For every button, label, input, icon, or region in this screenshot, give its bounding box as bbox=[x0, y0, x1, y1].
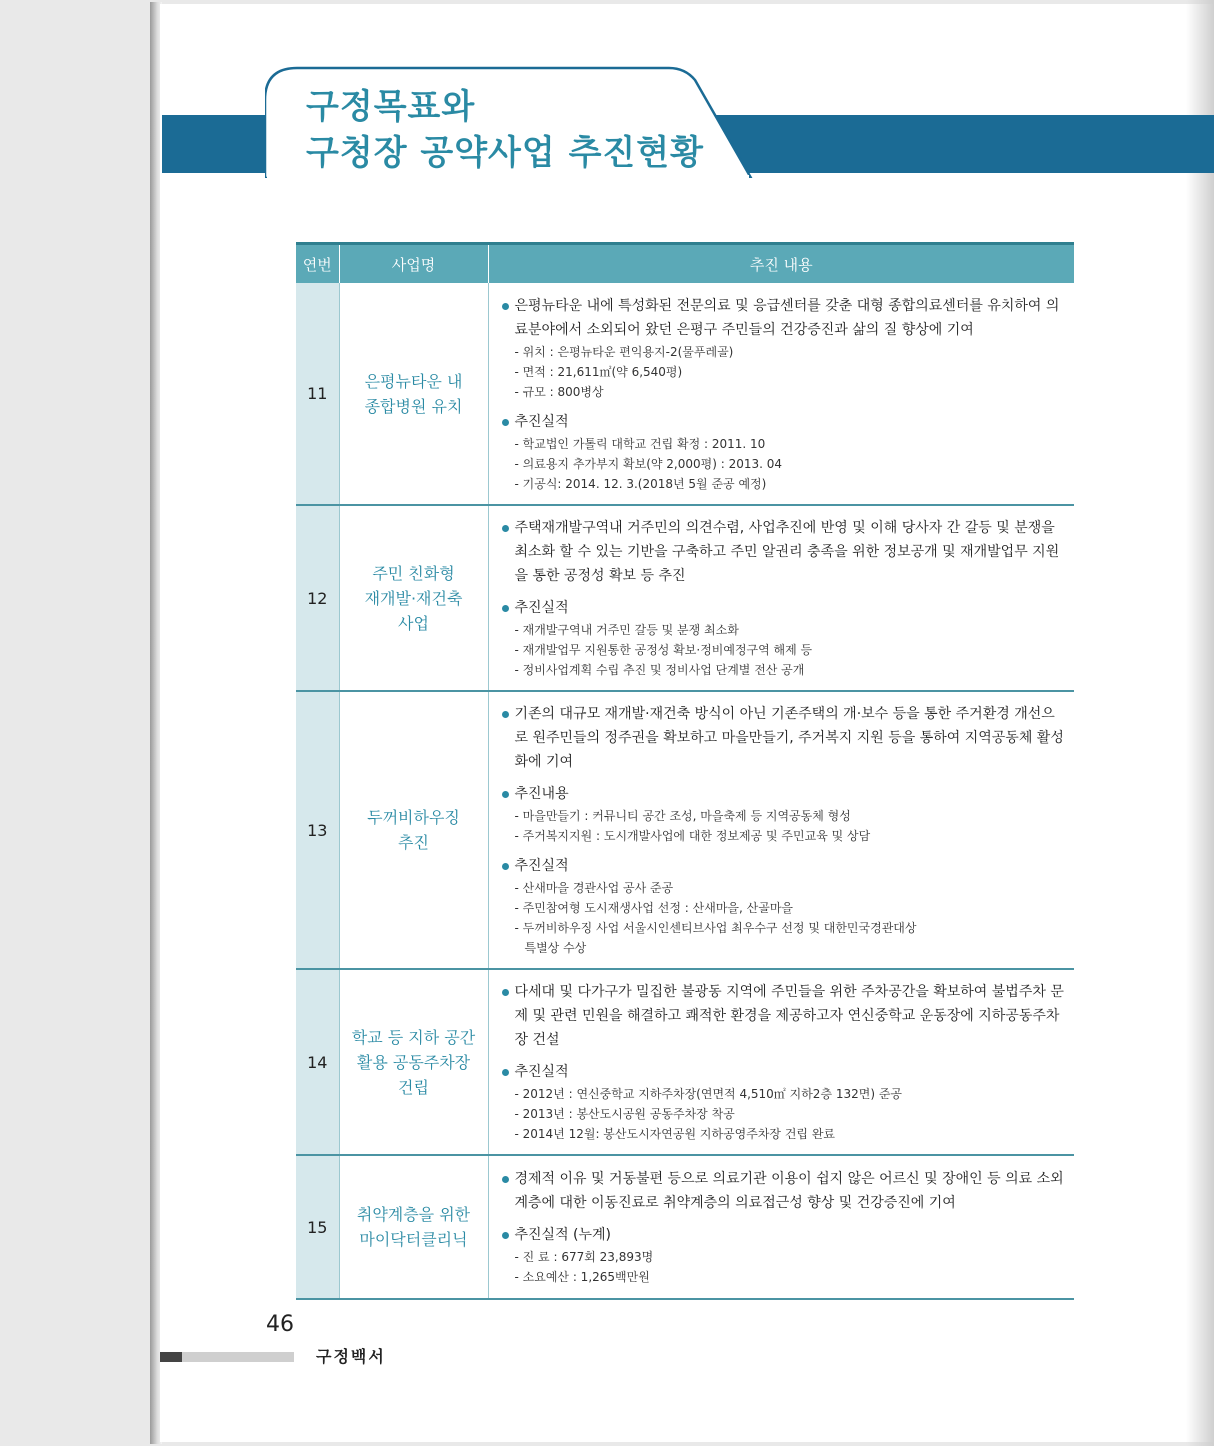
header-name: 사업명 bbox=[339, 244, 488, 284]
project-content bbox=[488, 1155, 1074, 1299]
header-num: 연번 bbox=[296, 244, 339, 284]
project-content bbox=[488, 969, 1074, 1155]
detail-item: - 산새마을 경관사업 공사 준공 bbox=[514, 881, 674, 895]
row-number: 13 bbox=[296, 691, 339, 969]
detail-item: - 재개발업무 지원통한 공정성 확보·정비예정구역 해제 등 bbox=[514, 643, 813, 657]
footer-bar-accent bbox=[160, 1352, 182, 1362]
bullet-text: 다세대 및 다가구가 밀집한 불광동 지역에 주민들을 위한 주차공간을 확보하여 불법주차 문제 및 관련 민원을 해결하고 쾌적한 환경을 제공하고자 연신중학교 운동장에 지하공동주차장 건설 bbox=[501, 980, 1067, 1052]
row-number: 11 bbox=[296, 283, 339, 505]
project-name-line: 학교 등 지하 공간 bbox=[351, 1027, 476, 1047]
project-name-line: 추진 bbox=[398, 833, 429, 852]
table-header-row bbox=[296, 244, 1074, 284]
bullet-text: 추진실적 bbox=[501, 596, 1067, 620]
page-number: 46 bbox=[266, 1312, 294, 1337]
bullet-text: 추진실적 bbox=[501, 854, 1067, 878]
bullet-text: 경제적 이유 및 거동불편 등으로 의료기관 이용이 쉽지 않은 어르신 및 장애인 등 의료 소외계층에 대한 이동진료로 취약계층의 의료접근성 향상 및 건강증진에 기여 bbox=[501, 1167, 1067, 1215]
detail-item: - 의료용지 추가부지 확보(약 2,000평) : 2013. 04 bbox=[514, 456, 783, 471]
book-title: 구정백서 bbox=[316, 1347, 386, 1366]
row-number: 14 bbox=[296, 969, 339, 1155]
bullet-text: 추진실적 bbox=[501, 410, 1067, 434]
bullet-text: 주택재개발구역내 거주민의 의견수렴, 사업추진에 반영 및 이해 당사자 간 갈등 및 분쟁을 최소화 할 수 있는 기반을 구축하고 주민 알권리 충족을 위한 정보공개 및 재개발업무 지원을 통한 공정성 확보 등 추진 bbox=[501, 516, 1067, 588]
detail-item: - 위치 : 은평뉴타운 편익용지-2(물푸레골) bbox=[514, 344, 734, 359]
project-name-line: 마이닥터클리닉 bbox=[359, 1230, 468, 1249]
title-line-1: 구정목표와 bbox=[306, 87, 476, 127]
project-content bbox=[488, 283, 1074, 505]
page-shadow-edge bbox=[1186, 0, 1214, 1446]
project-name-line: 활용 공동주차장 bbox=[356, 1052, 471, 1072]
detail-item: - 기공식: 2014. 12. 3.(2018년 5월 준공 예정) bbox=[514, 476, 767, 491]
detail-item: - 면적 : 21,611㎡(약 6,540평) bbox=[514, 364, 683, 379]
row-number: 12 bbox=[296, 505, 339, 691]
table-row bbox=[296, 1155, 1074, 1299]
bullet-text: 추진내용 bbox=[501, 782, 1067, 806]
detail-item: - 주민참여형 도시재생사업 선정 : 산새마을, 산골마을 bbox=[514, 901, 794, 915]
project-name bbox=[339, 283, 488, 505]
detail-item: - 2014년 12월: 봉산도시자연공원 지하공영주차장 건립 완료 bbox=[514, 1127, 836, 1141]
table-row bbox=[296, 283, 1074, 505]
project-name-line: 주민 친화형 bbox=[372, 563, 455, 583]
project-name-line: 재개발·재건축 bbox=[364, 588, 463, 608]
detail-item: - 주거복지지원 : 도시개발사업에 대한 정보제공 및 주민교육 및 상담 bbox=[514, 829, 871, 843]
table-row bbox=[296, 691, 1074, 969]
project-name bbox=[339, 691, 488, 969]
detail-item: - 정비사업계획 수립 추진 및 정비사업 단계별 전산 공개 bbox=[514, 663, 805, 677]
table-row bbox=[296, 969, 1074, 1155]
title-line-2: 구청장 공약사업 추진현황 bbox=[306, 133, 704, 173]
bullet-text: 기존의 대규모 재개발·재건축 방식이 아닌 기존주택의 개·보수 등을 통한 주거환경 개선으로 원주민들의 정주권을 확보하고 마을만들기, 주거복지 지원 등을 통하여 지역공동체 활성화에 기여 bbox=[501, 702, 1067, 774]
detail-item: - 학교법인 가톨릭 대학교 건립 확정 : 2011. 10 bbox=[514, 436, 766, 451]
project-name bbox=[339, 1155, 488, 1299]
project-name-line: 두꺼비하우징 bbox=[367, 808, 460, 827]
project-name-line: 취약계층을 위한 bbox=[356, 1205, 471, 1224]
project-name bbox=[339, 505, 488, 691]
project-content bbox=[488, 505, 1074, 691]
bullet-text: 추진실적 (누계) bbox=[501, 1223, 1067, 1247]
project-name-line: 건립 bbox=[398, 1077, 429, 1097]
detail-item: - 2013년 : 봉산도시공원 공동주차장 착공 bbox=[514, 1107, 735, 1121]
project-name-line: 은평뉴타운 내 bbox=[364, 371, 463, 391]
project-name-line: 사업 bbox=[398, 613, 429, 633]
bullet-text: 추진실적 bbox=[501, 1060, 1067, 1084]
detail-item: - 2012년 : 연신중학교 지하주차장(연면적 4,510㎡ 지하2층 132면) 준공 bbox=[514, 1087, 903, 1101]
header-content: 추진 내용 bbox=[488, 244, 1074, 284]
detail-item: - 소요예산 : 1,265백만원 bbox=[514, 1270, 650, 1284]
project-name bbox=[339, 969, 488, 1155]
project-content bbox=[488, 691, 1074, 969]
detail-item: - 재개발구역내 거주민 갈등 및 분쟁 최소화 bbox=[514, 623, 739, 637]
detail-item: - 마을만들기 : 커뮤니티 공간 조성, 마을축제 등 지역공동체 형성 bbox=[514, 809, 851, 823]
project-name-line: 종합병원 유치 bbox=[364, 396, 463, 416]
detail-item: - 규모 : 800병상 bbox=[514, 384, 604, 399]
detail-item: - 두꺼비하우징 사업 서울시인센티브사업 최우수구 선정 및 대한민국경관대상 bbox=[514, 921, 917, 935]
bullet-text: 은평뉴타운 내에 특성화된 전문의료 및 응급센터를 갖춘 대형 종합의료센터를 유치하여 의료분야에서 소외되어 왔던 은평구 주민들의 건강증진과 삶의 질 향상에 기여 bbox=[501, 294, 1067, 342]
table-row bbox=[296, 505, 1074, 691]
detail-item: - 진 료 : 677회 23,893명 bbox=[514, 1250, 654, 1264]
page-title bbox=[306, 84, 704, 176]
detail-item-continued: 특별상 수상 bbox=[524, 941, 587, 955]
pledge-table bbox=[296, 242, 1074, 1300]
row-number: 15 bbox=[296, 1155, 339, 1299]
